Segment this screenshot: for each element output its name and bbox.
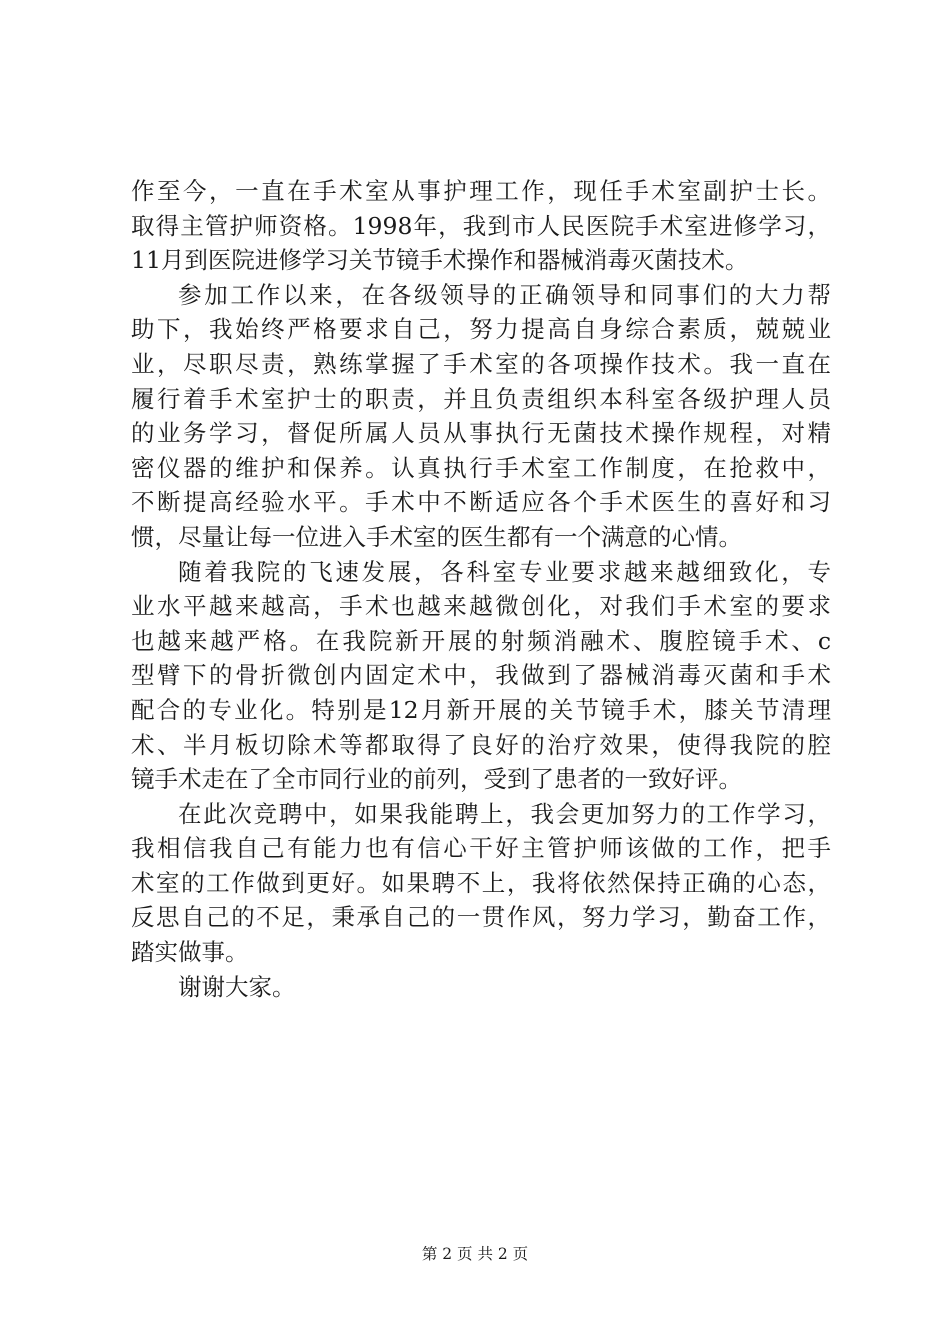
- text-line: 作至今，一直在手术室从事护理工作，现任手术室副护士长。: [131, 177, 831, 205]
- text-line: 业水平越来越高，手术也越来越微创化，对我们手术室的要求: [131, 592, 831, 621]
- text-line: 踏实做事。: [131, 938, 249, 967]
- text-line: 我相信我自己有能力也有信心干好主管护师该做的工作，把手: [131, 834, 831, 863]
- text-line: 履行着手术室护士的职责，并且负责组织本科室各级护理人员: [131, 384, 831, 413]
- text-line: 助下，我始终严格要求自己，努力提高自身综合素质，兢兢业: [131, 315, 831, 344]
- text-line: 术室的工作做到更好。如果聘不上，我将依然保持正确的心态，: [131, 868, 831, 897]
- text-line: 随着我院的飞速发展，各科室专业要求越来越细致化，专: [178, 557, 831, 586]
- text-line: 参加工作以来，在各级领导的正确领导和同事们的大力帮: [178, 280, 831, 309]
- text-line: 业，尽职尽责，熟练掌握了手术室的各项操作技术。我一直在: [131, 349, 831, 378]
- text-line: 密仪器的维护和保养。认真执行手术室工作制度，在抢救中，: [131, 453, 831, 482]
- text-line: 型臂下的骨折微创内固定术中，我做到了器械消毒灭菌和手术: [131, 661, 831, 690]
- text-line: 谢谢大家。: [178, 972, 296, 1001]
- text-line: 镜手术走在了全市同行业的前列，受到了患者的一致好评。: [131, 765, 742, 794]
- text-line: 术、半月板切除术等都取得了良好的治疗效果，使得我院的腔: [131, 730, 831, 759]
- text-line: 反思自己的不足，秉承自己的一贯作风，努力学习，勤奋工作，: [131, 903, 831, 932]
- document-body: [131, 174, 831, 1004]
- text-line: 取得主管护师资格。1998年，我到市人民医院手术室进修学习，: [131, 211, 831, 240]
- text-line: 配合的专业化。特别是12月新开展的关节镜手术，膝关节清理: [131, 695, 831, 724]
- text-line: 11月到医院进修学习关节镜手术操作和器械消毒灭菌技术。: [131, 246, 749, 275]
- text-line: 惯，尽量让每一位进入手术室的医生都有一个满意的心情。: [131, 522, 742, 551]
- text-line: 也越来越严格。在我院新开展的射频消融术、腹腔镜手术、c: [131, 626, 831, 655]
- page-number-footer: 第 2 页 共 2 页: [421, 1245, 529, 1263]
- text-line: 在此次竞聘中，如果我能聘上，我会更加努力的工作学习，: [178, 799, 831, 828]
- text-line: 不断提高经验水平。手术中不断适应各个手术医生的喜好和习: [131, 488, 831, 517]
- text-line: 的业务学习，督促所属人员从事执行无菌技术操作规程，对精: [131, 419, 831, 448]
